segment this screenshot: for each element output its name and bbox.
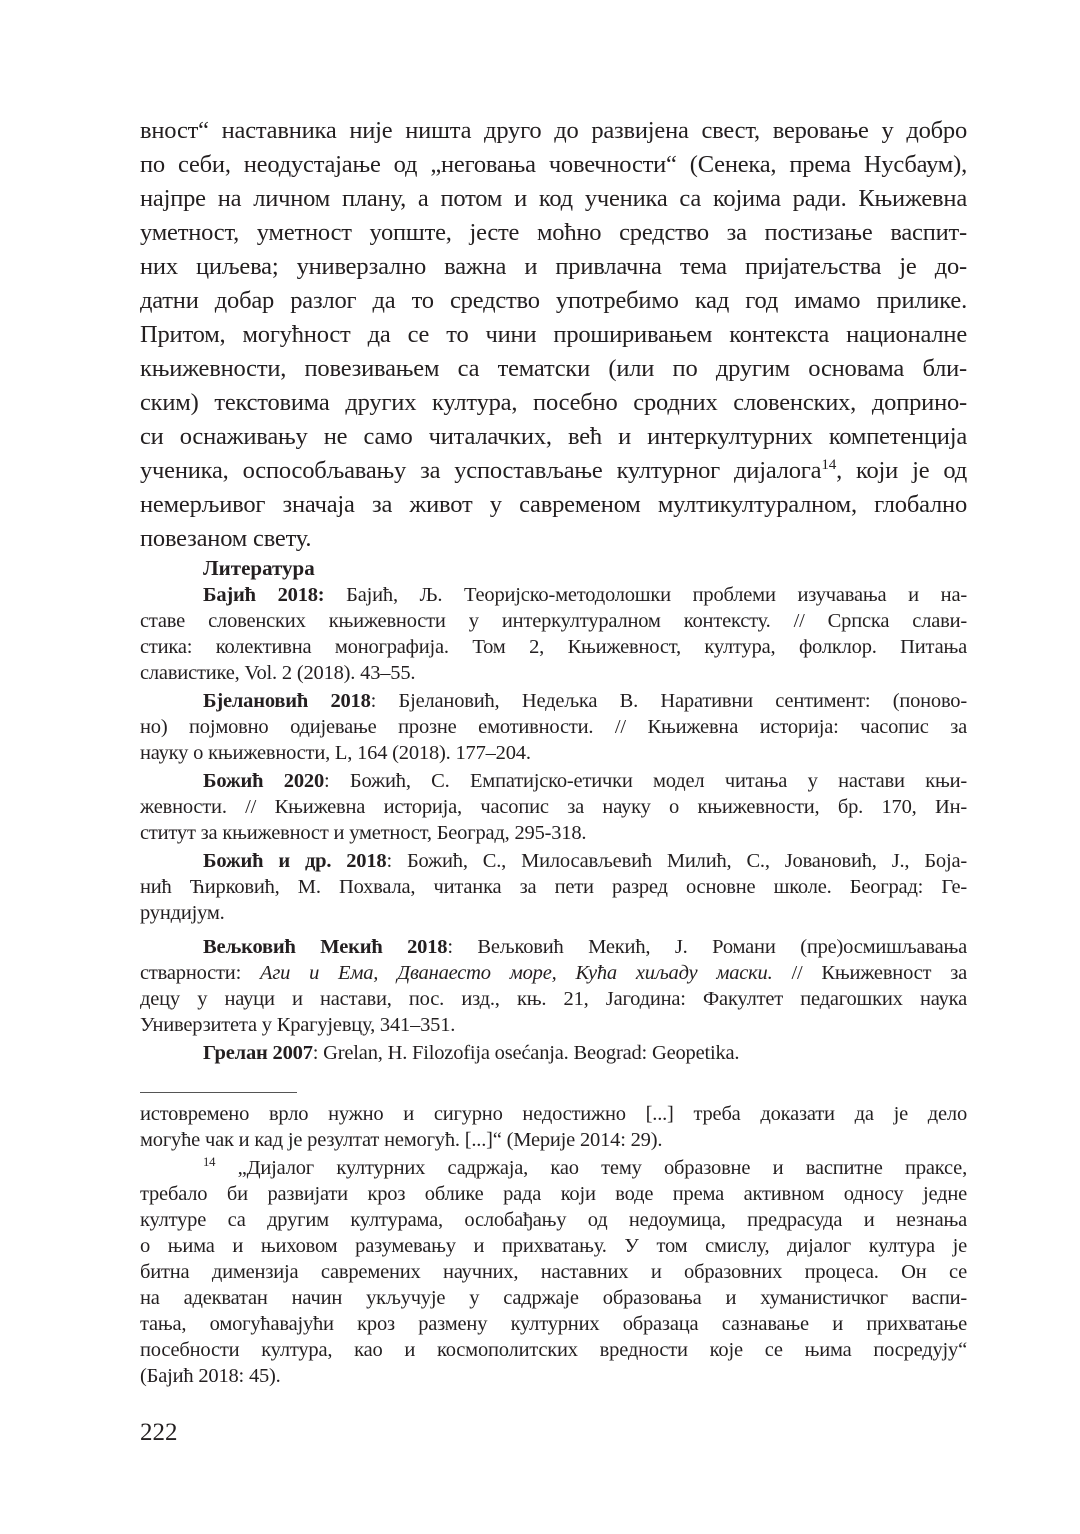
reference-key: Бајић 2018: xyxy=(203,584,325,606)
reference-key: Божић 2020 xyxy=(203,770,324,792)
reference-line: славистике, Vol. 2 (2018). 43–55. xyxy=(140,662,416,684)
body-line: најпре на личном плану, а потом и код ученика са којима ради. Књижевна xyxy=(140,185,967,212)
footnote-line: на адекватан начин укључује у садржаје образовања и хуманистичког васпи- xyxy=(140,1287,967,1309)
body-line: по себи, неодустајање од „неговања човечности“ (Сенека, према Нусбаум), xyxy=(140,151,967,178)
body-line: датни добар разлог да то средство употребимо кад год имамо прилике. xyxy=(140,287,967,314)
reference-line: науку о књижевности, L, 164 (2018). 177–204. xyxy=(140,742,531,764)
reference-key: Грелан 2007 xyxy=(203,1042,313,1064)
reference-line: жевности. // Књижевна историја, часопис за науку о књижевности, бр. 170, Ин- xyxy=(140,796,967,818)
body-line: ским) текстовима других култура, посебно сродних словенских, доприно- xyxy=(140,389,967,416)
footnote-line: о њима и њиховом разумевању и прихватању. У том смислу, дијалог култура је xyxy=(140,1235,967,1257)
reference-line: стика: колективна монографија. Том 2, Књижевност, култура, фолклор. Питања xyxy=(140,636,967,658)
body-line: књижевности, повезивањем са тематски (или по другим основама бли- xyxy=(140,355,967,382)
footnote-line: требало би развијати кроз облике рада који воде према активном односу једне xyxy=(140,1183,967,1205)
reference-line: ститут за књижевност и уметност, Београд, 295-318. xyxy=(140,822,587,844)
reference-line: но) појмовно одијевање прозне емотивности. // Књижевна историја: часопис за xyxy=(140,716,967,738)
reference-key: Вељковић Мекић 2018 xyxy=(203,936,448,958)
footnote-separator xyxy=(140,1092,297,1093)
italic-titles: Аги и Ема, Дванаесто море, Кућа хиљаду маски. xyxy=(260,962,773,984)
reference-line: рундијум. xyxy=(140,902,225,924)
reference-line: стварности: Аги и Ема, Дванаесто море, Кућа хиљаду маски. // Књижевност за xyxy=(140,962,967,984)
body-line: повезаном свету. xyxy=(140,525,312,552)
body-line-tail: , који је од xyxy=(836,457,967,484)
reference-key: Бјелановић 2018 xyxy=(203,690,371,712)
reference-line: Универзитета у Крагујевцу, 341–351. xyxy=(140,1014,456,1036)
reference-line: децу у науци и настави, пос. изд., књ. 21, Јагодина: Факултет педагошких наука xyxy=(140,988,967,1010)
footnote-line: културе са другим културама, ослобађању од недоумица, предрасуда и незнања xyxy=(140,1209,967,1231)
body-line: си оснаживању не само читалачких, већ и интеркултурних компетенција xyxy=(140,423,967,450)
footnote-reference-14[interactable]: 14 xyxy=(821,455,837,473)
footnote-line: посебности култура, као и космополитских вредности које се њима посредују“ xyxy=(140,1339,967,1361)
body-line-text: ученика, оспособљавању за успостављање културног дијалога xyxy=(140,457,822,484)
document-page: вност“ наставника није ништа друго до развијена свест, веровање у добро по себи, неодустајање од „неговања човечности“ (Сенека, према Нусбаум), најпре на личном плану, а потом и код ученика са којима ради. Књижевна уметност, уметност уопште, јесте моћно средство за постизање васпит- них циљева; универзално важна и привлачна тема пријатељства је до- датни добар разлог да то средство употребимо кад год имамо прилике. Притом, могућност да се то чини проширивањем контекста националне књижевности, повезивањем са тематски (или по другим основама бли- ским) текстовима других култура, посебно сродних словенских, доприно- си оснаживању не само читалачких, већ и интеркултурних компетенција ученика, оспособљавању за успостављање културног дијалога$^{14}$, који је од немерљивог значаја за живот у савременом мултикултуралном, глобално повезаном свету. Литература Бајић 2018: Бајић, Љ. Теоријско-методолошки проблеми изучавања и на- ставе словенских књижевности у интеркултуралном контексту. // Српска слави- стика: колективна монографија. Том 2, Књижевност, култура, фолклор. Питања славистике, Vol. 2 (2018). 43–55. Бјелановић 2018: Бјелановић, Недељка В. Наративни сентимент: (поново- но) појмовно одијевање прозне емотивности. // Књижевна историја: часопис за науку о књижевности, L, 164 (2018). 177–204. Божић 2020: Божић, С. Емпатијско-етички модел читања у настави књи- жевности. // Књижевна историја, часопис за науку о књижевности, бр. 170, Ин- ститут за књижевност и уметност, Београд, 295-318. Божић и др. 2018: Божић, С., Милосављевић Милић, С., Јовановић, Ј., Боја- нић Ћирковић, М. Похвала, читанка за пети разред основне школе. Београд: Ге- рундијум. Вељковић Мекић 2018: Вељковић Мекић, Ј. Романи (пре)осмишљавања стварности: Аги и Ема, Дванаесто море, Кућа хиљаду маски. // Књижевност за децу у науци и настави, пос. изд., књ. 21, Јагодина: Факултет педагошких наука Универзитета у Крагујевцу, 341–351. Грелан 2007: Grelan, H. Filozofija osećanja. Beograd: Geopetika. истовремено врло нужно и сигурно недостижно [...] треба доказати да је дело могуће чак и кад је резултат немогућ. [...]“ (Мерије 2014: 29). $^{14}$ „Дијалог културних садржаја, као тему образовне и васпитне праксе, требало би развијати кроз облике рада који воде према активном односу једне културе са другим културама, ослобађању од недоумица, предрасуда и незнања о њима и њиховом разумевању и прихватању. У том смислу, дијалог култура је битна димензија савремених научних, наставних и образовних процеса. Он се на адекватан начин укључује у садржаје образовања и хуманистичког васпи- тања, омогућавајући кроз размену културних образаца сазнавање и прихватање посебности култура, као и космополитских вредности које се њима посредују“ (Бајић 2018: 45). 222 xyxy=(0,0,1080,1534)
footnote-line: могуће чак и кад је резултат немогућ. [...]“ (Мерије 2014: 29). xyxy=(140,1129,663,1151)
references-heading: Литература xyxy=(203,556,315,580)
footnote-line: битна димензија савремених научних, наставних и образовних процеса. Он се xyxy=(140,1261,967,1283)
page-number: 222 xyxy=(140,1419,178,1446)
footnote-line: истовремено врло нужно и сигурно недостижно [...] треба доказати да је дело xyxy=(140,1103,967,1125)
footnote-line: тања, омогућавајући кроз размену културних образаца сазнавање и прихватање xyxy=(140,1313,967,1335)
body-line xyxy=(140,454,967,487)
body-line: Притом, могућност да се то чини проширивањем контекста националне xyxy=(140,321,967,348)
footnote-line: (Бајић 2018: 45). xyxy=(140,1365,281,1387)
body-line: немерљивог значаја за живот у савременом мултикултуралном, глобално xyxy=(140,491,967,518)
reference-line: нић Ћирковић, М. Похвала, читанка за пети разред основне школе. Београд: Ге- xyxy=(140,876,967,898)
body-line: уметност, уметност уопште, јесте моћно средство за постизање васпит- xyxy=(140,219,967,246)
footnote-number: 14 xyxy=(203,1155,216,1170)
reference-key: Божић и др. 2018 xyxy=(203,850,387,872)
body-line: них циљева; универзално важна и привлачна тема пријатељства је до- xyxy=(140,253,967,280)
reference-line: ставе словенских књижевности у интеркултуралном контексту. // Српска слави- xyxy=(140,610,967,632)
body-line: вност“ наставника није ништа друго до развијена свест, веровање у добро xyxy=(140,117,967,144)
